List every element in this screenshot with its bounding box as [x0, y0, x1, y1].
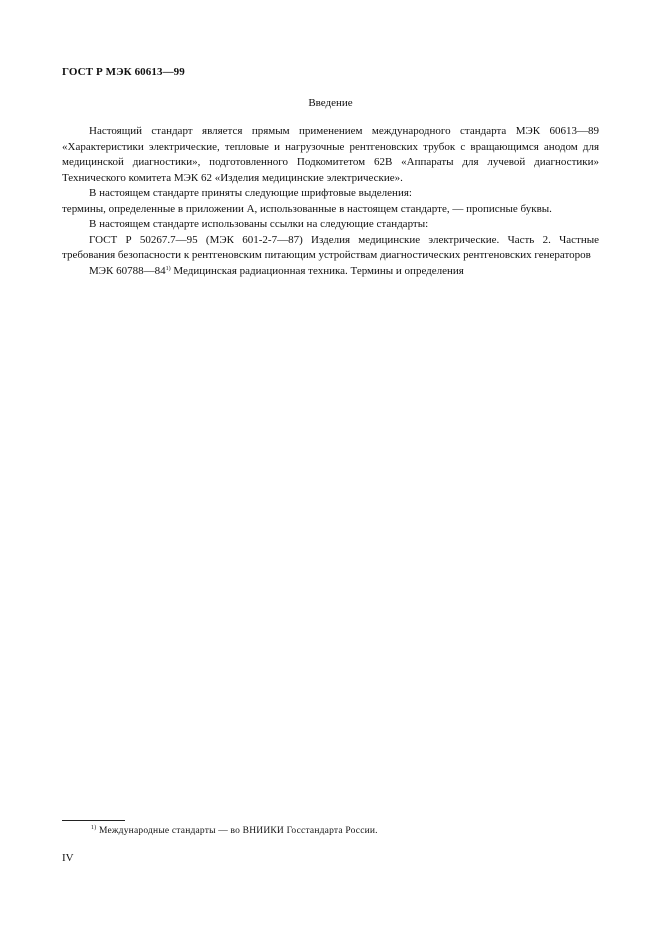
- reference-gost: ГОСТ Р 50267.7—95 (МЭК 601-2-7—87) Изделия медицинские электрические. Часть 2. Частные требования безопасности к рентгеновским питающим устройствам диагностических рентгеновских генераторов: [62, 233, 599, 261]
- intro-paragraph-typography: В настоящем стандарте приняты следующие шрифтовые выделения:: [89, 187, 412, 199]
- introduction-body: [62, 124, 599, 279]
- reference-iec-title: Медицинская радиационная техника. Термины и определения: [170, 264, 464, 277]
- page-number: IV: [62, 852, 74, 864]
- reference-iec: [62, 264, 599, 280]
- footnote-text: Международные стандарты — во ВНИИКИ Госстандарта России.: [98, 826, 378, 836]
- intro-paragraph-references: В настоящем стандарте использованы ссылки на следующие стандарты:: [89, 218, 429, 230]
- footnote-mark: 1): [165, 265, 171, 272]
- footnote-divider: [62, 820, 125, 821]
- section-title: Введение: [308, 97, 353, 109]
- reference-iec-code: МЭК 60788—84: [89, 264, 166, 277]
- intro-paragraph-purpose: Настоящий стандарт является прямым применением международного стандарта МЭК 60613—89 «Характеристики электрические, тепловые и нагрузочные рентгеновских трубок с вращающимся анодом для медицинской диагностики», подготовленного Подкомитетом 62В «Аппараты для лучевой диагностики» Технического комитета МЭК 62 «Изделия медицинские электрические».: [62, 125, 599, 184]
- footnote-number: 1): [91, 825, 97, 831]
- intro-paragraph-terms: термины, определенные в приложении А, использованные в настоящем стандарте, — прописные буквы.: [62, 202, 552, 215]
- footnote: [91, 826, 378, 836]
- document-designation: ГОСТ Р МЭК 60613—99: [62, 66, 185, 78]
